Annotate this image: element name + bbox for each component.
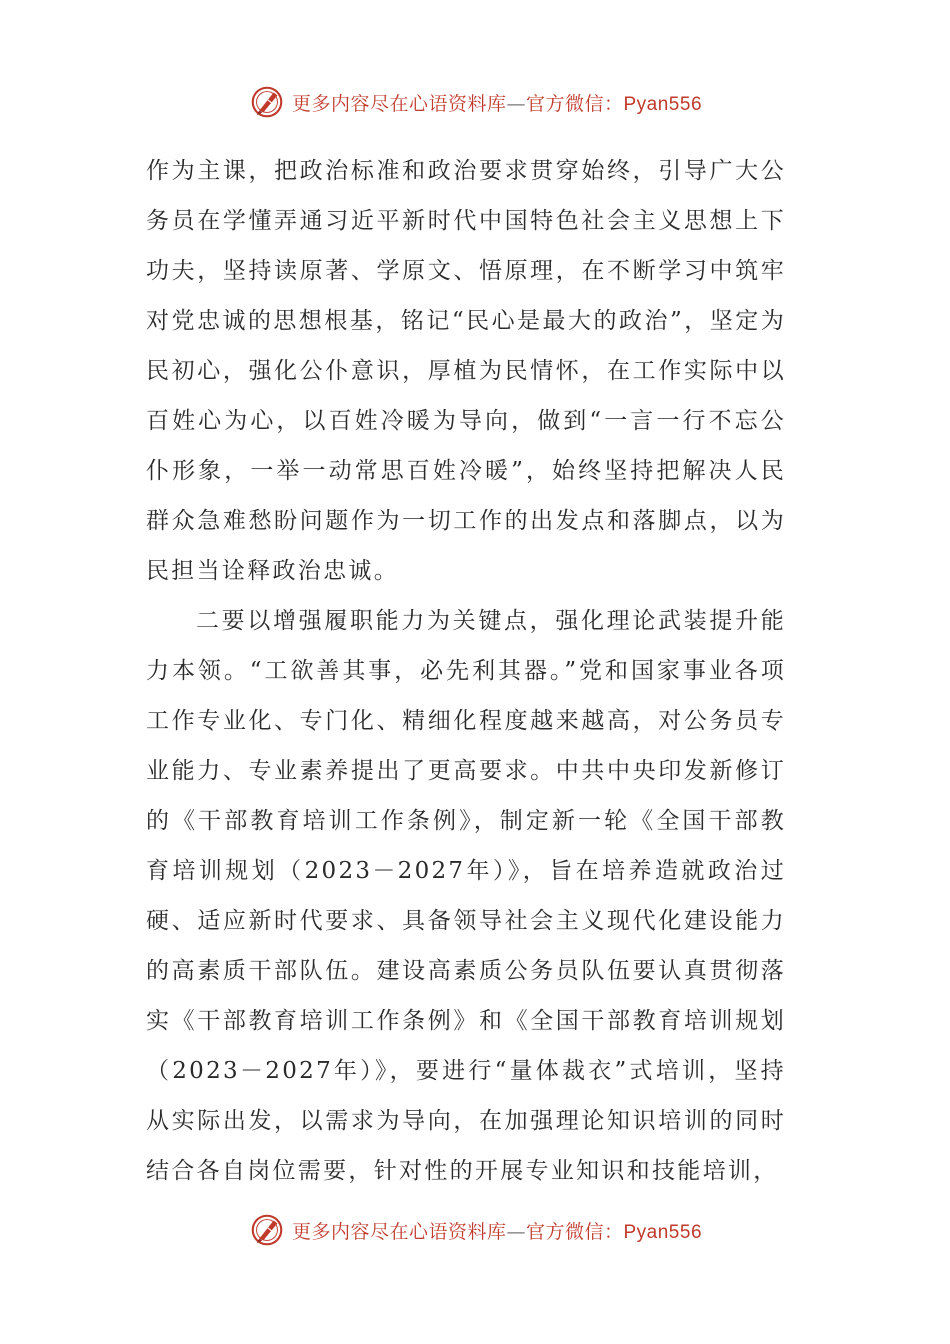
footer-banner [0, 1210, 950, 1250]
paragraph-second-point: 二要以增强履职能力为关键点，强化理论武装提升能力本领。“工欲善其事，必先利其器。”党和国家事业各项工作专业化、专门化、精细化程度越来越高，对公务员专业能力、专业素养提出了更高要求。中共中央印发新修订的《干部教育培训工作条例》，制定新一轮《全国干部教育培训规划（2023－2027年）》，旨在培养造就政治过硬、适应新时代要求、具备领导社会主义现代化建设能力的高素质干部队伍。建设高素质公务员队伍要认真贯彻落实《干部教育培训工作条例》和《全国干部教育培训规划（2023－2027年）》，要进行“量体裁衣”式培训，坚持从实际出发，以需求为导向，在加强理论知识培训的同时结合各自岗位需要，针对性的开展专业知识和技能培训， [146, 608, 786, 1184]
header-banner [0, 82, 950, 122]
document-body [146, 146, 786, 1196]
banner-text: 更多内容尽在心语资料库—官方微信：Pyan556 [291, 1220, 703, 1243]
pen-nib-seal-icon [248, 83, 286, 121]
banner-text: 更多内容尽在心语资料库—官方微信：Pyan556 [291, 92, 703, 115]
paragraph-continued: 作为主课，把政治标准和政治要求贯穿始终，引导广大公务员在学懂弄通习近平新时代中国特色社会主义思想上下功夫，坚持读原著、学原文、悟原理，在不断学习中筑牢对党忠诚的思想根基，铭记“民心是最大的政治”，坚定为民初心，强化公仆意识，厚植为民情怀，在工作实际中以百姓心为心，以百姓冷暖为导向，做到“一言一行不忘公仆形象，一举一动常思百姓冷暖”，始终坚持把解决人民群众急难愁盼问题作为一切工作的出发点和落脚点，以为民担当诠释政治忠诚。 [146, 158, 786, 584]
banner-contact: Pyan556 [623, 1221, 703, 1243]
pen-nib-seal-icon [248, 1211, 286, 1249]
banner-contact: Pyan556 [623, 93, 703, 115]
